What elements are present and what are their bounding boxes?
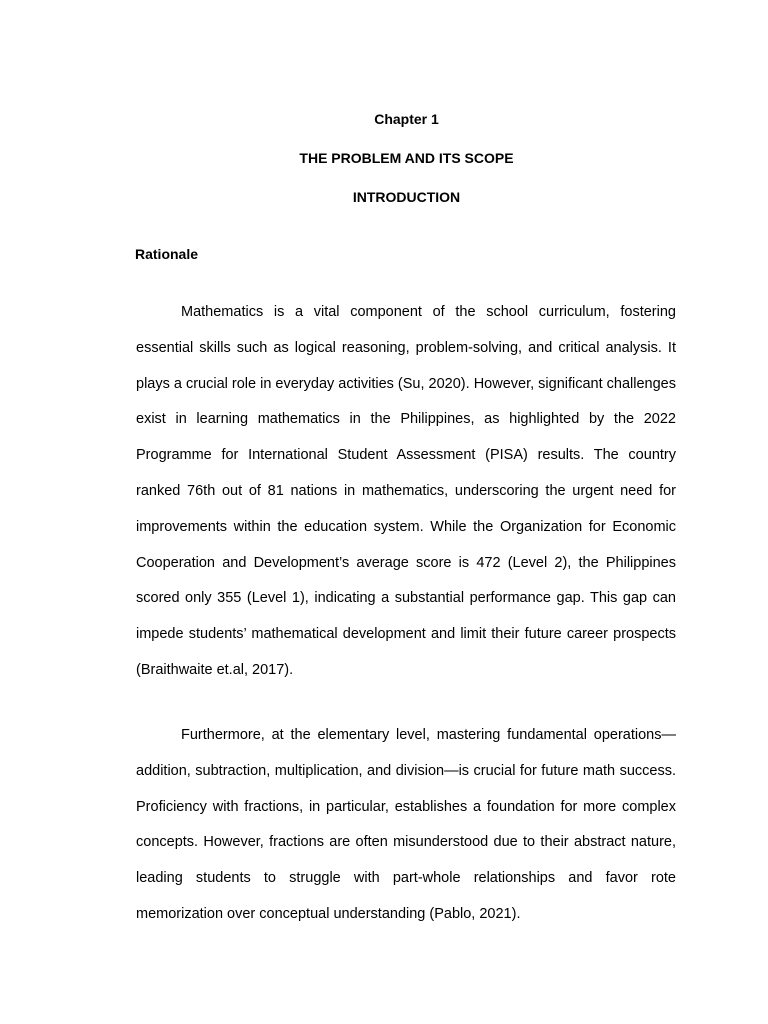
paragraph-rationale-1: Mathematics is a vital component of the school curriculum, fostering essential skills such as logical reasoning, problem-solving, and critical analysis. It plays a crucial role in everyday activities (Su, 2020). However, significant challenges exist in learning mathematics in the Philippines, as highlighted by the 2022 Programme for International Student Assessment (PISA) results. The country ranked 76th out of 81 nations in mathematics, underscoring the urgent need for improvements within the education system. While the Organization for Economic Cooperation and Development’s average score is 472 (Level 2), the Philippines scored only 355 (Level 1), indicating a substantial performance gap. This gap can impede students’ mathematical development and limit their future career prospects (Braithwaite et.al, 2017).	[136, 304, 676, 678]
paragraph-rationale-2: Furthermore, at the elementary level, mastering fundamental operations—addition, subtraction, multiplication, and division—is crucial for future math success. Proficiency with fractions, in particular, establishes a foundation for more complex concepts. However, fractions are often misunderstood due to their abstract nature, leading students to struggle with part-whole relationships and favor rote memorization over conceptual understanding (Pablo, 2021).	[136, 727, 676, 922]
subsection-title: Rationale	[135, 246, 199, 262]
section-title: INTRODUCTION	[352, 189, 461, 205]
chapter-label: Chapter 1	[374, 111, 439, 127]
chapter-title: THE PROBLEM AND ITS SCOPE	[299, 150, 514, 166]
